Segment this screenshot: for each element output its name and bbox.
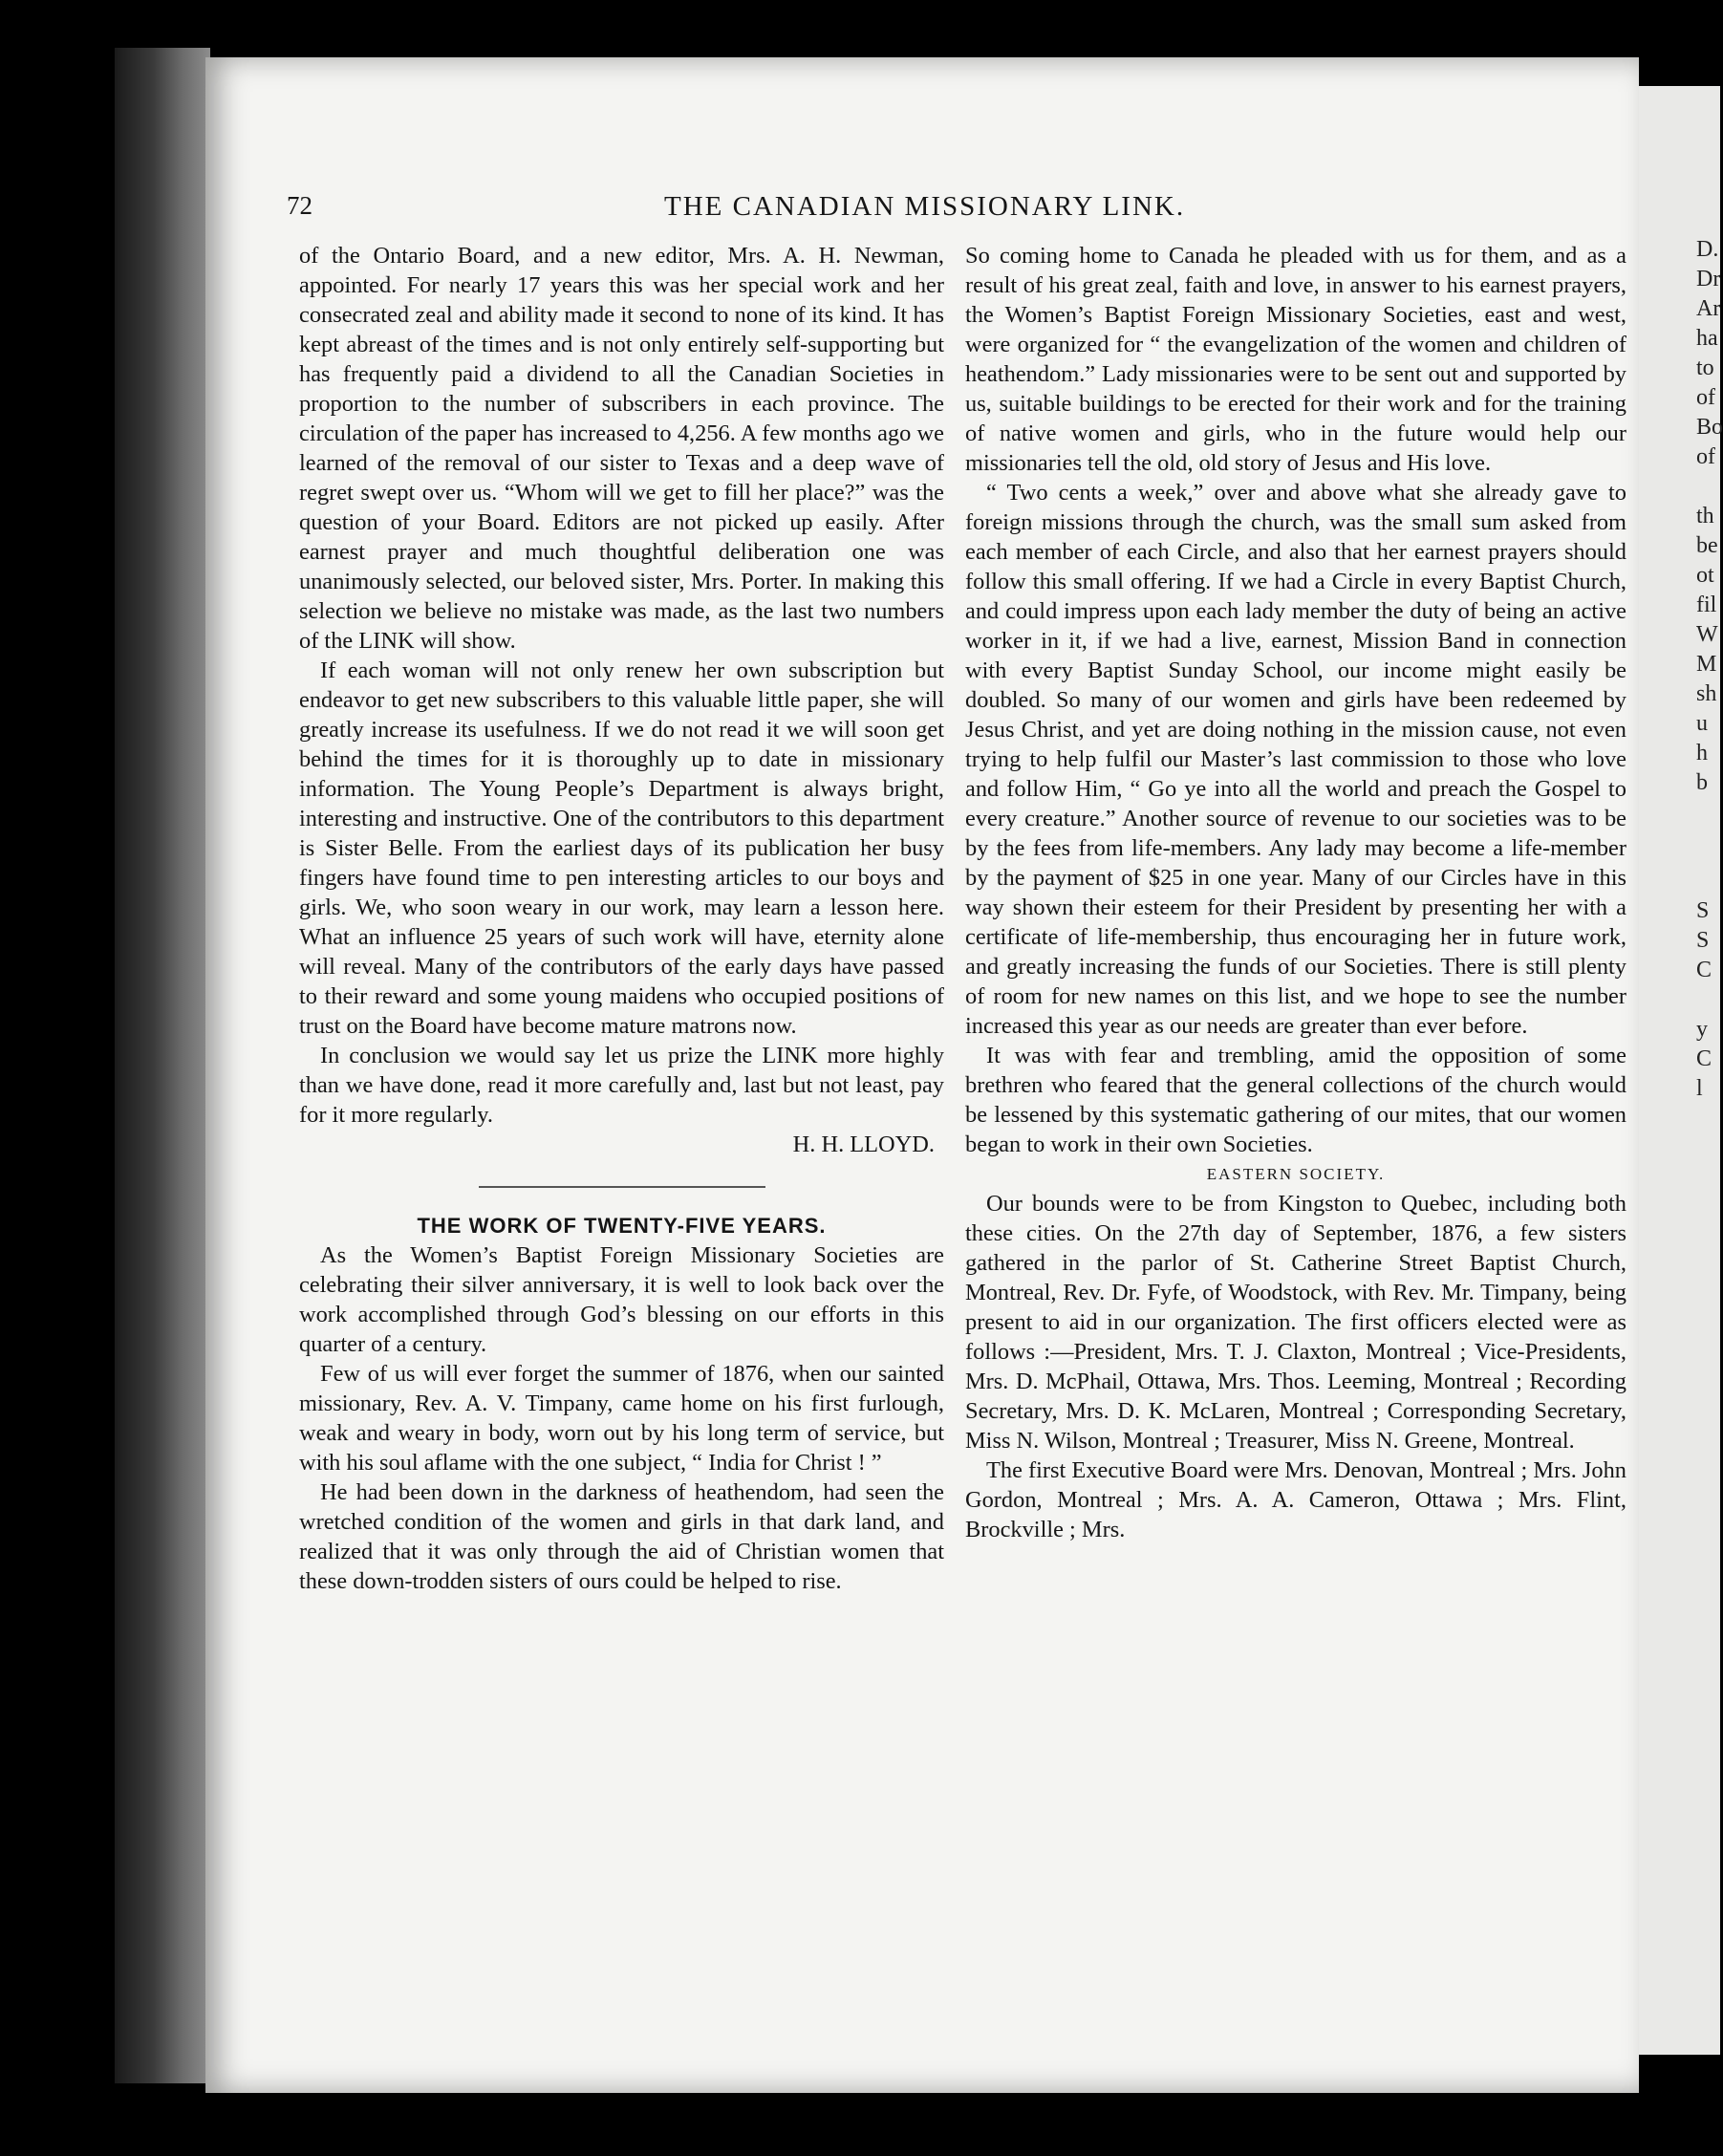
paragraph: If each woman will not only renew her own subscription but endeavor to get new subscribers to this valuable little paper, she will greatly increase its usefulness. If we do not read it we will soon get behind the times for it is thoroughly up to date in missionary information. The Young People’s Department is always bright, interesting and instructive. One of the contributors to this department is Sister Belle. From the earliest days of its publication her busy fingers have found time to pen interesting articles to our boys and girls. We, who soon weary in our work, may learn a lesson here. What an influence 25 years of such work will have, eternity alone will reveal. Many of the contributors of the early days have passed to their reward and some young maidens who occupied positions of trust on the Board have become mature matrons now.: [299, 658, 944, 1039]
section-heading: EASTERN SOCIETY.: [1206, 1165, 1386, 1183]
right-column: [965, 241, 1626, 1544]
left-column: [299, 241, 944, 1596]
facing-fragment: y: [1696, 1017, 1708, 1042]
paragraph: He had been down in the darkness of heathendom, had seen the wretched condition of the women and girls in that dark land, and realized that it was only through the aid of Christian women that these down-trodden sisters of ours could be helped to rise.: [299, 1479, 944, 1594]
paragraph: So coming home to Canada he pleaded with us for them, and as a result of his great zeal, faith and love, in answer to his earnest prayers, the Women’s Baptist Foreign Missionary Societies, east and west, were organized for “ the evangelization of the women and children of heathendom.” Lady missionaries were to be sent out and supported by us, suitable buildings to be erected for their work and for the training of native women and girls, who in the future would help our missionaries tell the old, old story of Jesus and His love.: [965, 243, 1626, 476]
facing-fragment: b: [1696, 770, 1708, 795]
facing-fragment: ha: [1696, 326, 1718, 351]
facing-fragment: l: [1696, 1076, 1703, 1101]
facing-fragment: Dr: [1696, 267, 1721, 291]
facing-fragment: h: [1696, 741, 1708, 765]
facing-fragment: of: [1696, 385, 1715, 410]
facing-fragment: C: [1696, 958, 1712, 982]
page-header: [287, 191, 1586, 229]
paragraph: Our bounds were to be from Kingston to Quebec, including both these cities. On the 27th day of September, 1876, a few sisters gathered in the parlor of St. Catherine Street Baptist Church, Montreal, Rev. Dr. Fyfe, of Woodstock, with Rev. Mr. Timpany, being present to aid in our organization. The first officers elected were as follows :—President, Mrs. T. J. Claxton, Montreal ; Vice-Presidents, Mrs. D. McPhail, Ottawa, Mrs. Thos. Leeming, Montreal ; Recording Secretary, Mrs. D. K. McLaren, Montreal ; Corresponding Secretary, Miss N. Wilson, Montreal ; Treasurer, Miss N. Greene, Montreal.: [965, 1191, 1626, 1454]
facing-fragment: W: [1696, 622, 1718, 647]
facing-fragment: M: [1696, 652, 1717, 677]
facing-fragment: ot: [1696, 563, 1714, 588]
page-number: 72: [287, 191, 312, 220]
facing-fragment: S: [1696, 928, 1710, 953]
book-edge: [115, 48, 210, 2083]
facing-fragment: D.: [1696, 237, 1719, 262]
facing-fragment: S: [1696, 898, 1710, 923]
facing-fragment: u: [1696, 711, 1708, 736]
paragraph: It was with fear and trembling, amid the opposition of some brethren who feared that the general collections of the church would be lessened by this systematic gathering of our mites, that our women began to work in their own Societies.: [965, 1043, 1626, 1157]
paragraph: of the Ontario Board, and a new editor, Mrs. A. H. Newman, appointed. For nearly 17 years this was her special work and her consecrated zeal and ability made it second to none of its kind. It has kept abreast of the times and is not only entirely self-supporting but has frequently paid a dividend to all the Canadian Societies in proportion to the number of subscribers in each province. The circulation of the paper has increased to 4,256. A few months ago we learned of the removal of our sister to Texas and a deep wave of regret swept over us. “Whom will we get to fill her place?” was the question of your Board. Editors are not picked up easily. After earnest prayer and much thoughtful deliberation one was unanimously selected, our beloved sister, Mrs. Porter. In making this selection we believe no mistake was made, as the last two numbers of the LINK will show.: [299, 243, 944, 654]
paragraph: “ Two cents a week,” over and above what she already gave to foreign missions through the church, was the small sum asked from each member of each Circle, and also that her earnest prayers should follow this small offering. If we had a Circle in every Baptist Church, and could impress upon each lady member the duty of being an active worker in it, if we had a live, earnest, Mission Band in connection with every Baptist Sunday School, our income might easily be doubled. So many of our women and girls have been redeemed by Jesus Christ, and yet are doing nothing in the mission cause, not even trying to help fulfil our Master’s last commission to those who love and follow Him, “ Go ye into all the world and preach the Gospel to every creature.” Another source of revenue to our societies was to be by the fees from life-members. Any lady may become a life-member by the payment of $25 in one year. Many of our Circles have in this way shown their esteem for their President by presenting her with a certificate of life-membership, thus encouraging her in future work, and greatly increasing the funds of our Societies. There is still plenty of room for new names on this list, and we hope to see the number increased this year as our needs are greater than ever before.: [965, 480, 1626, 1039]
facing-fragment: to: [1696, 356, 1714, 380]
facing-fragment: fil: [1696, 593, 1717, 617]
facing-fragment: be: [1696, 533, 1718, 558]
facing-page-strip: [1639, 86, 1723, 2055]
paragraph: Few of us will ever forget the summer of 1876, when our sainted missionary, Rev. A. V. Timpany, came home on his first furlough, weak and weary in body, worn out by his long term of service, but with his soul aflame with the one subject, “ India for Christ ! ”: [299, 1361, 944, 1476]
facing-fragment: of: [1696, 444, 1715, 469]
facing-fragment: th: [1696, 504, 1714, 528]
paragraph: In conclusion we would say let us prize the LINK more highly than we have done, read it more carefully and, last but not least, pay for it more regularly.: [299, 1043, 944, 1128]
signature: H. H. LLOYD.: [792, 1132, 935, 1157]
facing-fragment: Bo: [1696, 415, 1723, 440]
facing-fragment: Ar: [1696, 296, 1721, 321]
paragraph: As the Women’s Baptist Foreign Missionary Societies are celebrating their silver anniversary, it is well to look back over the work accomplished through God’s blessing on our efforts in this quarter of a century.: [299, 1242, 944, 1357]
journal-title: THE CANADIAN MISSIONARY LINK.: [664, 191, 1186, 222]
section-divider: [479, 1186, 765, 1188]
facing-fragment: C: [1696, 1046, 1712, 1071]
paragraph: The first Executive Board were Mrs. Denovan, Montreal ; Mrs. John Gordon, Montreal ; Mrs. A. A. Cameron, Ottawa ; Mrs. Flint, Brockville ; Mrs.: [965, 1457, 1626, 1542]
facing-fragment: sh: [1696, 681, 1717, 706]
article-heading: THE WORK OF TWENTY-FIVE YEARS.: [417, 1214, 827, 1238]
